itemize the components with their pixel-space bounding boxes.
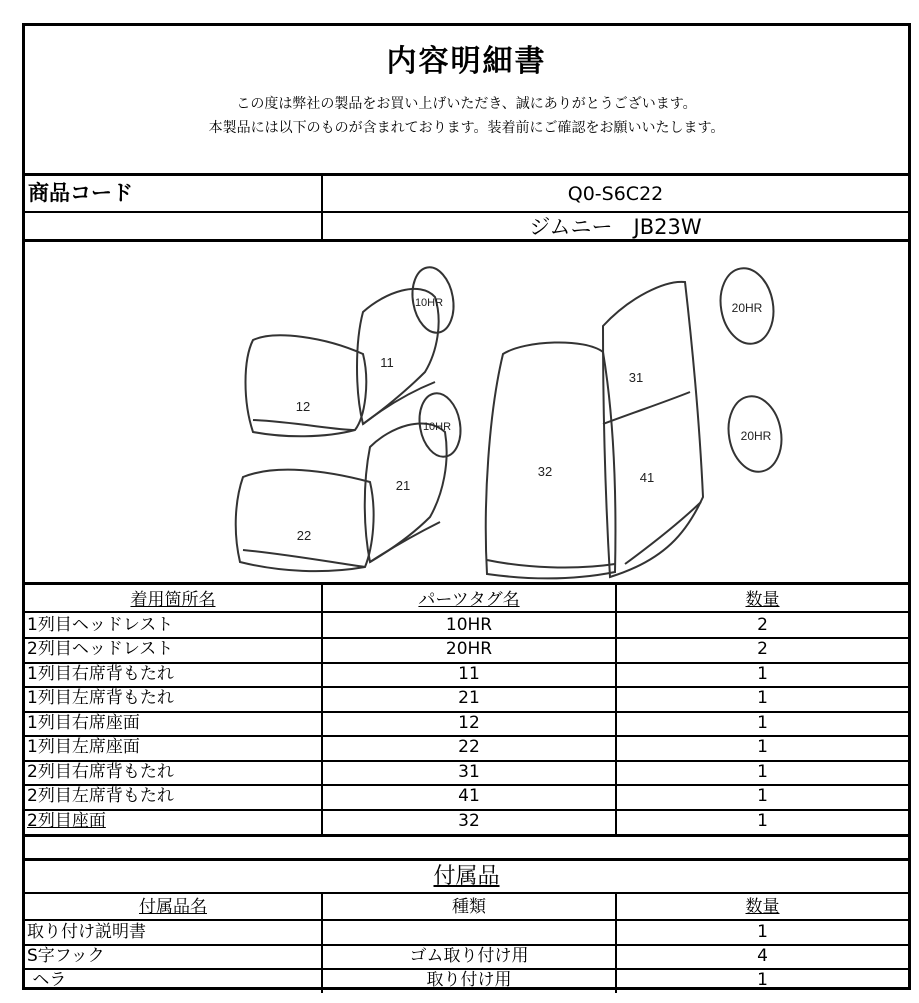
row-tag: 11 [458,664,480,684]
row-qty: 1 [757,713,768,733]
row-location: 1列目左席座面 [27,737,140,757]
parts-table-header [25,588,908,612]
product-model: ジムニー JB23W [529,215,702,239]
table-row [25,662,908,686]
seat-part-32 [486,342,616,578]
row-tag: 12 [458,713,480,733]
row-tag: 22 [458,737,480,757]
product-code-label: 商品コード [28,181,133,205]
row-location: 1列目ヘッドレスト [27,615,174,635]
product-code-value: Q0-S6C22 [567,183,664,205]
table-row [25,784,908,808]
part-label: 10HR [414,297,444,309]
row-qty: 1 [757,688,768,708]
row-qty: 1 [757,970,768,990]
accessories-title: 付属品 [433,864,500,889]
row-location: 2列目ヘッドレスト [27,639,174,659]
table-row [25,735,908,759]
row-location: 1列目右席座面 [27,713,140,733]
row-tag: 31 [458,762,480,782]
header-location: 着用箇所名 [130,590,216,610]
table-row [25,760,908,784]
row-tag: 10HR [445,615,493,635]
divider [25,173,908,176]
row-qty: 1 [757,922,768,942]
divider [25,858,908,861]
header-qty: 数量 [745,590,780,610]
table-row [25,637,908,661]
page-title: 内容明細書 [386,44,547,79]
row-accessory-name: S字フック [27,946,105,966]
row-qty: 1 [757,762,768,782]
row-accessory-name: ヘラ [27,970,67,990]
row-location: 2列目座面 [27,811,106,831]
row-qty: 1 [757,737,768,757]
part-label: 10HR [422,421,452,433]
table-row [25,686,908,710]
part-label: 20HR [731,301,763,315]
divider [25,834,908,837]
row-qty: 2 [757,639,768,659]
row-tag: 41 [458,786,480,806]
divider [25,892,908,894]
accessories-table-header [25,895,908,919]
row-qty: 1 [757,786,768,806]
header-accessory-name: 付属品名 [139,897,207,917]
row-qty: 1 [757,811,768,831]
row-type: 取り付け用 [426,970,512,990]
row-location: 2列目左席背もたれ [27,786,174,806]
part-label: 20HR [740,429,772,443]
row-tag: 20HR [445,639,493,659]
row-accessory-name: 取り付け説明書 [27,922,146,942]
part-label: 12 [295,399,311,414]
intro-line-2: 本製品には以下のものが含まれております。装着前にご確認をお願いいたします。 [208,120,725,136]
row-tag: 21 [458,688,480,708]
part-label: 31 [628,370,644,385]
part-label: 41 [639,470,655,485]
seat-part-11 [357,289,439,424]
table-row [25,613,908,637]
row-location: 2列目右席背もたれ [27,762,174,782]
row-qty: 2 [757,615,768,635]
row-location: 1列目右席背もたれ [27,664,174,684]
divider [25,211,908,213]
row-location: 1列目左席背もたれ [27,688,174,708]
seat-part-22 [236,470,374,571]
table-row [25,944,908,968]
row-qty: 4 [757,946,768,966]
row-type [323,920,615,944]
part-label: 11 [380,355,394,370]
header-qty: 数量 [745,897,780,917]
table-row [25,920,908,944]
row-type: ゴム取り付け用 [409,946,529,966]
header-tag: パーツタグ名 [418,590,520,610]
header-type: 種類 [452,897,486,917]
table-row [25,968,908,992]
part-label: 22 [296,528,312,543]
seat-parts-diagram [25,242,908,582]
row-tag: 32 [458,811,480,831]
row-qty: 1 [757,664,768,684]
table-row [25,711,908,735]
content-sheet [22,23,911,990]
table-row [25,809,908,833]
part-label: 32 [537,464,553,479]
seat-part-31-41 [603,282,703,577]
divider [25,582,908,585]
intro-line-1: この度は弊社の製品をお買い上げいただき、誠にありがとうございます。 [236,96,697,112]
part-label: 21 [395,478,411,493]
